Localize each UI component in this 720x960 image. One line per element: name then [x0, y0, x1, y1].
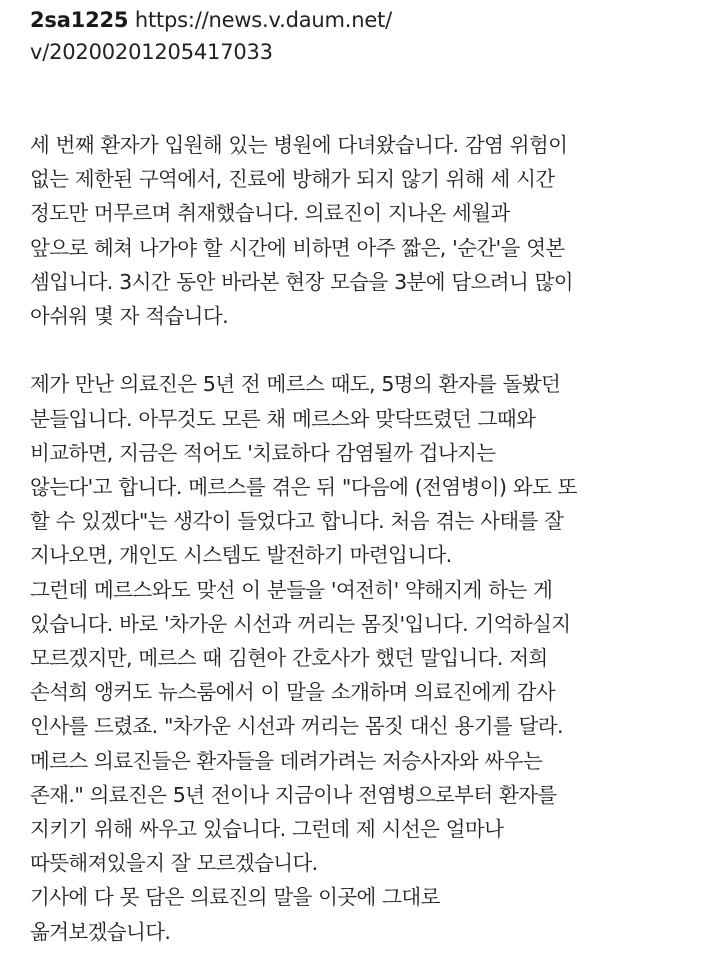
text-line: 정도만 머무르며 취재했습니다. 의료진이 지나온 세월과 [30, 201, 510, 226]
paragraph-gap [30, 333, 706, 367]
paragraph-1 [30, 128, 706, 333]
text-line: 인사를 드렸죠. "차가운 시선과 꺼리는 몸짓 대신 용기를 달라. [30, 714, 563, 739]
text-line: 그런데 메르스와도 맞선 이 분들을 '여전히' 약해지게 하는 게 [30, 577, 553, 602]
text-line: 손석희 앵커도 뉴스룸에서 이 말을 소개하며 의료진에게 감사 [30, 680, 555, 705]
text-line: 메르스 의료진들은 환자들을 데려가려는 저승사자와 싸우는 [30, 748, 543, 773]
text-line: 세 번째 환자가 입원해 있는 병원에 다녀왔습니다. 감염 위험이 [30, 133, 568, 157]
text-line: 아쉬워 몇 자 적습니다. [30, 304, 228, 329]
text-line: 따뜻해져있을지 잘 모르겠습니다. [30, 851, 318, 876]
text-line: 지나오면, 개인도 시스템도 발전하기 마련입니다. [30, 543, 452, 568]
text-line: 지키기 위해 싸우고 있습니다. 그런데 제 시선은 얼마나 [30, 817, 504, 842]
post-header [30, 4, 706, 68]
text-line: 모르겠지만, 메르스 때 김현아 간호사가 했던 말입니다. 저희 [30, 646, 548, 671]
text-line: 앞으로 헤쳐 나가야 할 시간에 비하면 아주 짧은, '순간'을 엿본 [30, 235, 565, 260]
article-link-part2[interactable]: v/20200201205417033 [30, 40, 273, 64]
text-line: 있습니다. 바로 '차가운 시선과 꺼리는 몸짓'입니다. 기억하실지 [30, 611, 571, 636]
text-line: 없는 제한된 구역에서, 진료에 방해가 되지 않기 위해 세 시간 [30, 167, 555, 192]
text-line: 셈입니다. 3시간 동안 바라본 현장 모습을 3분에 담으려니 많이 [30, 269, 574, 294]
text-line: 옮겨보겠습니다. [30, 919, 171, 944]
text-line: 기사에 다 못 담은 의료진의 말을 이곳에 그대로 [30, 885, 440, 910]
text-line: 분들입니다. 아무것도 모른 채 메르스와 맞닥뜨렸던 그때와 [30, 406, 536, 431]
text-line: 비교하면, 지금은 적어도 '치료하다 감염될까 겁나지는 [30, 440, 496, 465]
text-line: 않는다'고 합니다. 메르스를 겪은 뒤 "다음에 (전염병이) 와도 또 [30, 475, 577, 500]
article-link-part1[interactable]: https://news.v.daum.net/ [134, 8, 392, 32]
post-body [30, 128, 706, 949]
text-line: 제가 만난 의료진은 5년 전 메르스 때도, 5명의 환자를 돌봤던 [30, 372, 561, 397]
text-line: 할 수 있겠다"는 생각이 들었다고 합니다. 처음 겪는 사태를 잘 [30, 509, 564, 534]
text-line: 존재." 의료진은 5년 전이나 지금이나 전염병으로부터 환자를 [30, 782, 557, 807]
author-name[interactable]: 2sa1225 [30, 8, 129, 32]
paragraph-2 [30, 367, 706, 948]
